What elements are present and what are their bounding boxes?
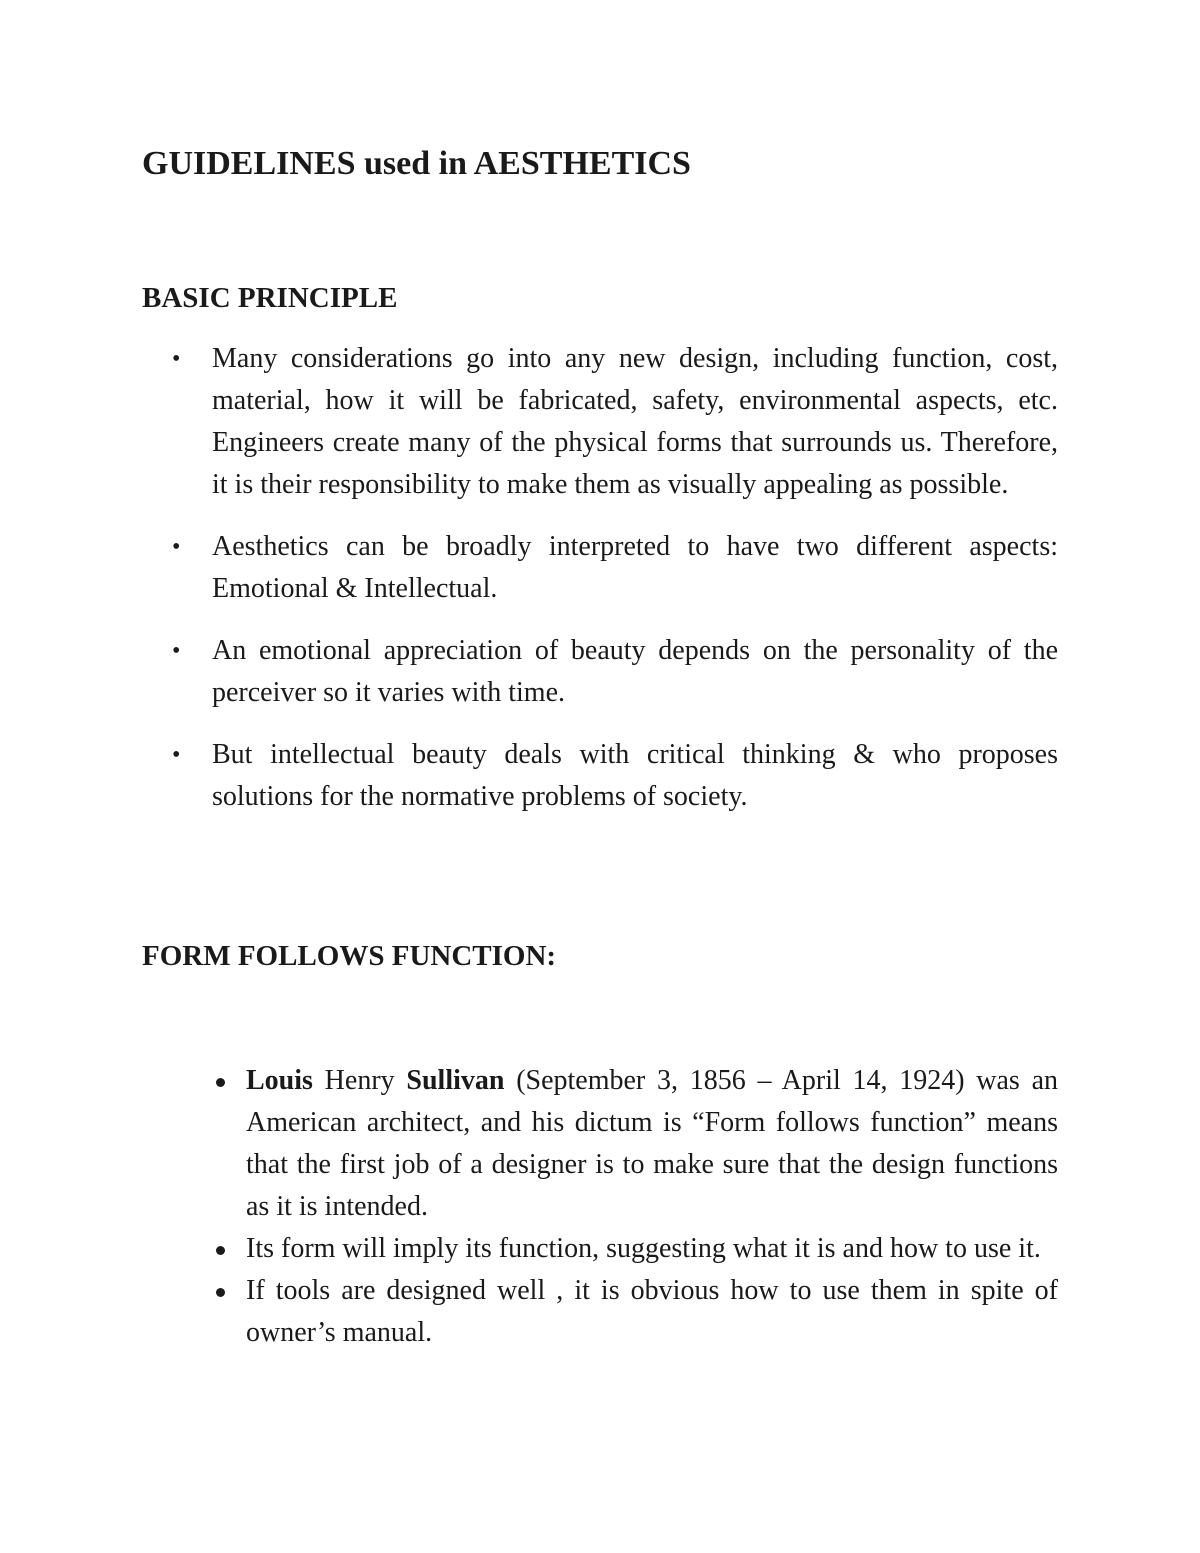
section-heading-basic-principle: BASIC PRINCIPLE: [142, 282, 398, 314]
bullet-dot-icon: [216, 1288, 225, 1297]
list-item: [246, 1060, 1058, 1228]
bullet-icon: •: [172, 346, 181, 372]
bullet-icon: •: [172, 742, 181, 768]
basic-principle-list: [172, 338, 1058, 838]
bullet-icon: •: [172, 534, 181, 560]
bullet-dot-icon: [216, 1078, 225, 1087]
list-item: [172, 734, 1058, 818]
person-first-name: Louis: [246, 1065, 313, 1096]
list-item-text: Its form will imply its function, suggesting what it is and how to use it.: [246, 1233, 1041, 1264]
form-follows-function-list: [246, 1060, 1058, 1354]
list-item-text: But intellectual beauty deals with critical thinking & who proposes solutions for the normative problems of society.: [212, 739, 1058, 812]
list-item: [246, 1270, 1058, 1354]
person-middle-name: Henry: [312, 1065, 407, 1096]
list-item: [246, 1228, 1058, 1270]
list-item-text: (September 3, 1856 – April 14, 1924) was an American architect, and his dictum is “Form follows function” means that the first job of a designer is to make sure that the design functions as it is intended.: [246, 1065, 1058, 1222]
list-item: [172, 526, 1058, 610]
list-item-text: An emotional appreciation of beauty depends on the personality of the perceiver so it varies with time.: [212, 635, 1058, 708]
list-item: [172, 630, 1058, 714]
bullet-icon: •: [172, 638, 181, 664]
document-title: GUIDELINES used in AESTHETICS: [142, 145, 691, 182]
list-item-text: If tools are designed well , it is obvious how to use them in spite of owner’s manual.: [246, 1275, 1058, 1348]
list-item-text: Many considerations go into any new design, including function, cost, material, how it will be fabricated, safety, environmental aspects, etc. Engineers create many of the physical forms that surrounds us. Therefore, it is their responsibility to make them as visually appealing as possible.: [212, 343, 1058, 500]
section-heading-form-follows-function: FORM FOLLOWS FUNCTION:: [142, 940, 557, 972]
person-last-name: Sullivan: [406, 1065, 505, 1096]
list-item-text: Aesthetics can be broadly interpreted to have two different aspects: Emotional & Intellectual.: [212, 531, 1058, 604]
list-item: [172, 338, 1058, 506]
bullet-dot-icon: [216, 1246, 225, 1255]
